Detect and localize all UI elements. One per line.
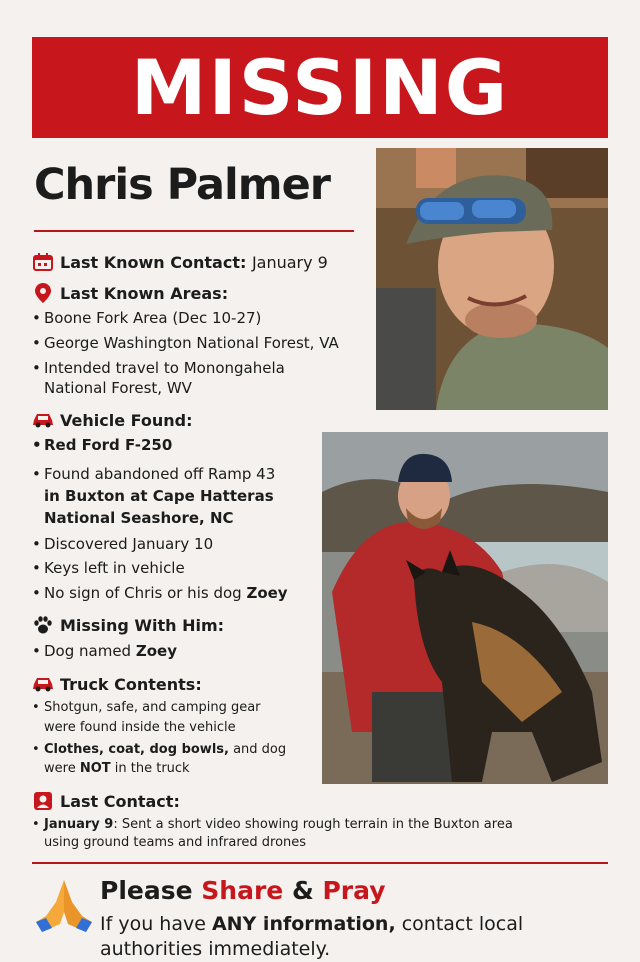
- last-contact-heading-text: Last Contact:: [60, 791, 180, 811]
- footer-divider: [32, 862, 608, 864]
- with-him-dog: [44, 641, 177, 661]
- person-name: Chris Palmer: [34, 160, 330, 210]
- truck-missing-pre: were: [44, 761, 80, 776]
- with-him-dog-name: Zoey: [135, 642, 177, 660]
- last-contact-text-1: [44, 816, 513, 834]
- truck-icon: [32, 674, 54, 694]
- paw-icon: [32, 615, 54, 635]
- last-contact-date: January 9: [44, 817, 114, 832]
- truck-missing-not: NOT: [79, 761, 111, 776]
- truck-missing-items: Clothes, coat, dog bowls,: [44, 742, 229, 757]
- vehicle-model-text: Red Ford F-250: [44, 436, 173, 454]
- truck-heading-text: Truck Contents:: [60, 674, 202, 694]
- portrait-photo: [376, 148, 608, 410]
- truck-missing-rest: and dog: [228, 742, 287, 757]
- car-icon: [32, 410, 54, 430]
- vehicle-discovered: • Discovered January 10: [44, 534, 213, 554]
- area-item-boone-fork: • Boone Fork Area (Dec 10-27): [44, 308, 261, 328]
- dog-photo: [322, 432, 608, 784]
- person-icon: [32, 791, 54, 811]
- vehicle-keys: • Keys left in vehicle: [44, 558, 185, 578]
- calendar-icon: [32, 252, 54, 272]
- info-bold: ANY information,: [211, 913, 396, 935]
- truck-missing-post: in the truck: [110, 761, 190, 776]
- truck-found-2: were found inside the vehicle: [44, 720, 236, 735]
- truck-missing-2: [44, 760, 190, 778]
- vehicle-location-1: • Found abandoned off Ramp 43: [44, 464, 275, 484]
- truck-missing-1: [44, 741, 286, 759]
- last-contact-text-2: using ground teams and infrared drones: [44, 835, 307, 850]
- with-him-text: Dog named: [44, 642, 136, 660]
- contact-label: Last Known Contact:: [60, 252, 247, 272]
- name-divider: [34, 230, 354, 232]
- truck-found-1: • Shotgun, safe, and camping gear: [44, 699, 261, 717]
- praying-hands-icon: [34, 878, 94, 938]
- share-pray-heading: [100, 876, 386, 905]
- vehicle-location-3: National Seashore, NC: [44, 509, 234, 527]
- info-text: [100, 912, 600, 962]
- no-sign-text: No sign of Chris or his dog: [44, 584, 247, 602]
- last-contact-heading: [32, 791, 180, 811]
- share-text: Share: [201, 876, 284, 905]
- please-text: Please: [100, 876, 202, 905]
- no-sign-dog: Zoey: [246, 584, 288, 602]
- pray-text: Pray: [322, 876, 386, 905]
- info-post: contact local authorities immediately.: [100, 913, 524, 960]
- areas-heading: [32, 283, 228, 303]
- missing-banner: MISSING: [32, 37, 608, 138]
- with-him-heading: [32, 615, 224, 635]
- info-pre: If you have: [100, 913, 212, 935]
- area-item-monongahela: • Intended travel to Monongahela: [44, 358, 285, 378]
- area-item-monongahela-cont: National Forest, WV: [44, 379, 192, 397]
- map-pin-icon: [32, 283, 54, 303]
- areas-heading-text: Last Known Areas:: [60, 283, 229, 303]
- amp-text: &: [283, 876, 323, 905]
- contact-date: January 9: [251, 252, 328, 272]
- vehicle-location-2: in Buxton at Cape Hatteras: [44, 487, 274, 505]
- area-item-gwnf: • George Washington National Forest, VA: [44, 333, 339, 353]
- last-contact-desc: : Sent a short video showing rough terrain in the Buxton area: [113, 817, 513, 832]
- with-him-heading-text: Missing With Him:: [60, 615, 225, 635]
- vehicle-heading-text: Vehicle Found:: [60, 410, 193, 430]
- vehicle-model: [44, 435, 172, 455]
- vehicle-no-sign: [44, 583, 288, 603]
- vehicle-heading: [32, 410, 193, 430]
- truck-heading: [32, 674, 202, 694]
- last-known-contact: [32, 252, 328, 272]
